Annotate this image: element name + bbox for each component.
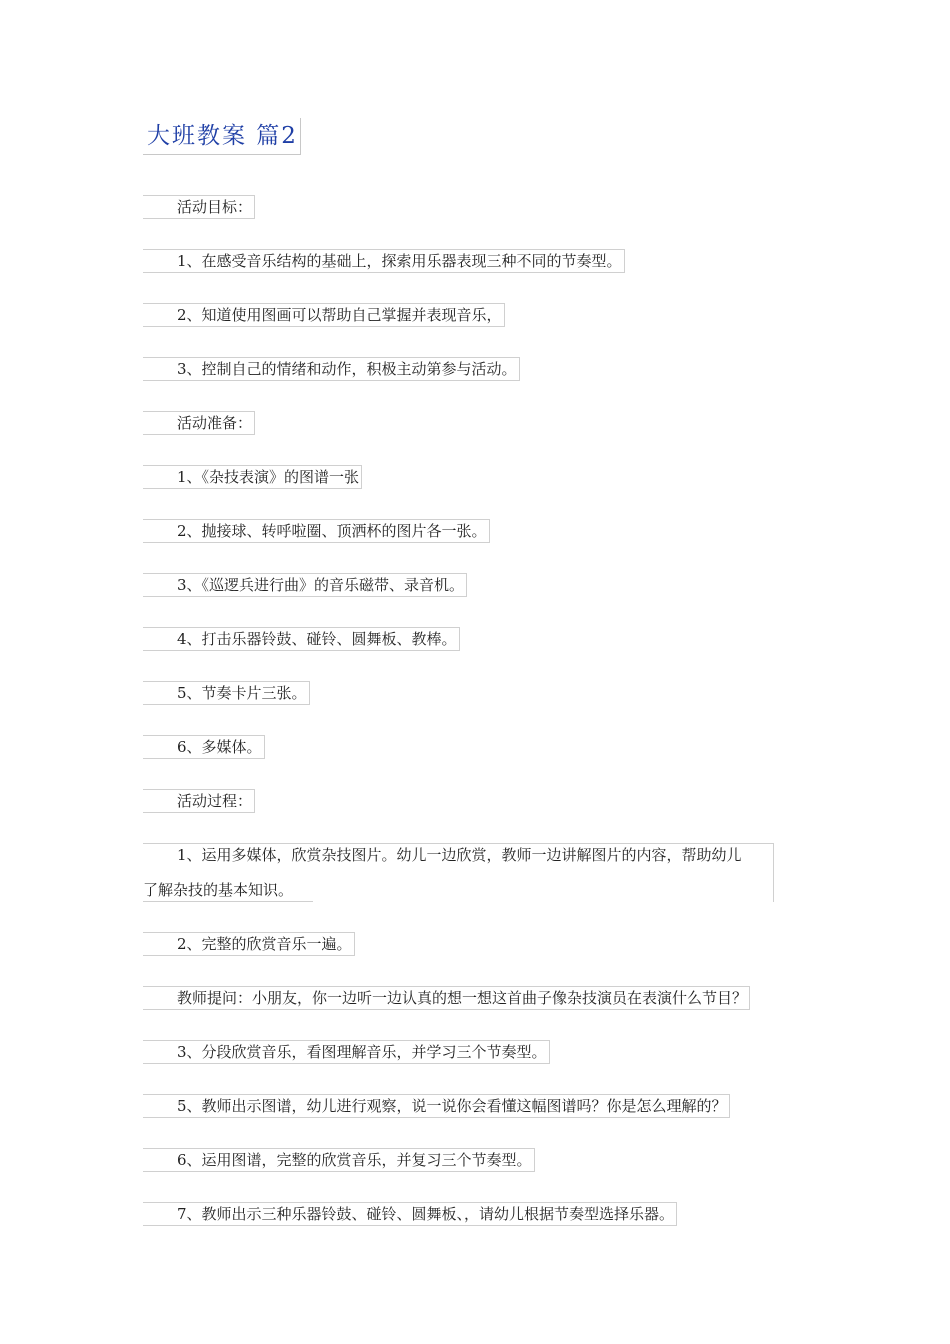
paragraph: 2、完整的欣赏音乐一遍。	[143, 932, 355, 956]
paragraph: 3、分段欣赏音乐，看图理解音乐，并学习三个节奏型。	[143, 1040, 550, 1064]
paragraph: 1、《杂技表演》的图谱一张	[143, 465, 362, 489]
paragraph: 5、节奏卡片三张。	[143, 681, 310, 705]
paragraph-multiline	[143, 843, 774, 902]
paragraph: 教师提问：小朋友，你一边听一边认真的想一想这首曲子像杂技演员在表演什么节目？	[143, 986, 750, 1010]
section-heading-goals: 活动目标：	[143, 195, 255, 219]
paragraph: 6、多媒体。	[143, 735, 265, 759]
paragraph: 4、打击乐器铃鼓、碰铃、圆舞板、教棒。	[143, 627, 460, 651]
section-heading-preparation: 活动准备：	[143, 411, 255, 435]
paragraph: 1、在感受音乐结构的基础上，探索用乐器表现三种不同的节奏型。	[143, 249, 625, 273]
paragraph: 5、教师出示图谱，幼儿进行观察，说一说你会看懂这幅图谱吗？你是怎么理解的？	[143, 1094, 730, 1118]
paragraph: 2、抛接球、转呼啦圈、顶洒杯的图片各一张。	[143, 519, 490, 543]
paragraph-line: 了解杂技的基本知识。	[143, 879, 313, 902]
section-heading-process: 活动过程：	[143, 789, 255, 813]
paragraph: 2、知道使用图画可以帮助自己掌握并表现音乐，	[143, 303, 505, 327]
paragraph: 7、教师出示三种乐器铃鼓、碰铃、圆舞板、，请幼儿根据节奏型选择乐器。	[143, 1202, 677, 1226]
paragraph-line: 1、运用多媒体，欣赏杂技图片。幼儿一边欣赏，教师一边讲解图片的内容，帮助幼儿	[177, 846, 742, 864]
paragraph: 3、控制自己的情绪和动作，积极主动第参与活动。	[143, 357, 520, 381]
paragraph: 3、《巡逻兵进行曲》的音乐磁带、录音机。	[143, 573, 467, 597]
paragraph: 6、运用图谱，完整的欣赏音乐，并复习三个节奏型。	[143, 1148, 535, 1172]
document-title: 大班教案 篇2	[143, 118, 301, 155]
